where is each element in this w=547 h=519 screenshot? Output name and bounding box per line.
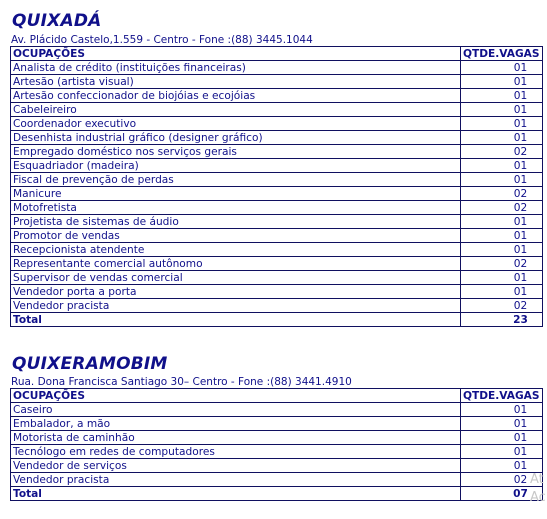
occupation-cell: Promotor de vendas: [11, 229, 461, 243]
city-title-quixada: QUIXADÁ: [12, 11, 102, 31]
occupation-cell: Vendedor porta a porta: [11, 285, 461, 299]
occupation-cell: Supervisor de vendas comercial: [11, 271, 461, 285]
qty-cell: 01: [461, 117, 543, 131]
qty-cell: 01: [461, 103, 543, 117]
total-qty: 07: [461, 487, 543, 501]
address-quixada: Av. Plácido Castelo,1.559 - Centro - Fone :(88) 3445.1044: [11, 34, 313, 46]
table-row: [11, 131, 543, 145]
table-row: [11, 229, 543, 243]
table-row: [11, 403, 543, 417]
qty-cell: 01: [461, 243, 543, 257]
qty-cell: 02: [461, 187, 543, 201]
table-header-row: [11, 47, 543, 61]
table-row: [11, 61, 543, 75]
qty-cell: 02: [461, 201, 543, 215]
qty-cell: 02: [461, 473, 543, 487]
table-row: [11, 257, 543, 271]
qty-cell: 01: [461, 431, 543, 445]
table-row: [11, 173, 543, 187]
qty-header: QTDE.VAGAS: [461, 47, 543, 61]
occupation-cell: Desenhista industrial gráfico (designer gráfico): [11, 131, 461, 145]
occupation-cell: Motorista de caminhão: [11, 431, 461, 445]
occupation-cell: Representante comercial autônomo: [11, 257, 461, 271]
occupation-cell: Motofretista: [11, 201, 461, 215]
qty-cell: 01: [461, 89, 543, 103]
qty-cell: 02: [461, 145, 543, 159]
jobs-table-quixeramobim: [10, 388, 543, 501]
qty-cell: 01: [461, 61, 543, 75]
qty-cell: 01: [461, 403, 543, 417]
watermark-line-2: Ac: [530, 490, 546, 505]
total-label: Total: [11, 487, 461, 501]
occupation-cell: Vendedor de serviços: [11, 459, 461, 473]
table-row: [11, 243, 543, 257]
table-row: [11, 215, 543, 229]
qty-cell: 02: [461, 257, 543, 271]
qty-cell: 01: [461, 159, 543, 173]
table-header-row: [11, 389, 543, 403]
occupation-cell: Manicure: [11, 187, 461, 201]
table-row: [11, 299, 543, 313]
occupation-cell: Fiscal de prevenção de perdas: [11, 173, 461, 187]
qty-cell: 01: [461, 285, 543, 299]
qty-cell: 01: [461, 417, 543, 431]
occupation-cell: Recepcionista atendente: [11, 243, 461, 257]
occupation-header: OCUPAÇÕES: [11, 389, 461, 403]
qty-cell: 01: [461, 215, 543, 229]
qty-cell: 01: [461, 173, 543, 187]
total-label: Total: [11, 313, 461, 327]
watermark-line-1: At: [530, 472, 544, 487]
occupation-cell: Vendedor pracista: [11, 473, 461, 487]
occupation-cell: Coordenador executivo: [11, 117, 461, 131]
table-row: [11, 271, 543, 285]
qty-cell: 01: [461, 229, 543, 243]
total-row: [11, 487, 543, 501]
table-row: [11, 285, 543, 299]
table-row: [11, 459, 543, 473]
table-row: [11, 117, 543, 131]
table-row: [11, 75, 543, 89]
occupation-cell: Analista de crédito (instituições financeiras): [11, 61, 461, 75]
table-row: [11, 473, 543, 487]
city-title-quixeramobim: QUIXERAMOBIM: [12, 354, 168, 374]
occupation-header: OCUPAÇÕES: [11, 47, 461, 61]
occupation-cell: Tecnólogo em redes de computadores: [11, 445, 461, 459]
table-row: [11, 445, 543, 459]
occupation-cell: Embalador, a mão: [11, 417, 461, 431]
qty-cell: 01: [461, 459, 543, 473]
occupation-cell: Esquadriador (madeira): [11, 159, 461, 173]
occupation-cell: Projetista de sistemas de áudio: [11, 215, 461, 229]
occupation-cell: Artesão (artista visual): [11, 75, 461, 89]
table-row: [11, 431, 543, 445]
qty-header: QTDE.VAGAS: [461, 389, 543, 403]
qty-cell: 01: [461, 271, 543, 285]
table-row: [11, 201, 543, 215]
table-row: [11, 187, 543, 201]
occupation-cell: Vendedor pracista: [11, 299, 461, 313]
address-quixeramobim: Rua. Dona Francisca Santiago 30– Centro - Fone :(88) 3441.4910: [11, 376, 352, 388]
jobs-table-quixada: [10, 46, 543, 327]
table-row: [11, 145, 543, 159]
table-row: [11, 417, 543, 431]
qty-cell: 01: [461, 75, 543, 89]
occupation-cell: Cabeleireiro: [11, 103, 461, 117]
qty-cell: 01: [461, 131, 543, 145]
table-row: [11, 103, 543, 117]
qty-cell: 01: [461, 445, 543, 459]
table-row: [11, 89, 543, 103]
occupation-cell: Artesão confeccionador de biojóias e ecojóias: [11, 89, 461, 103]
total-qty: 23: [461, 313, 543, 327]
table-row: [11, 159, 543, 173]
occupation-cell: Empregado doméstico nos serviços gerais: [11, 145, 461, 159]
total-row: [11, 313, 543, 327]
occupation-cell: Caseiro: [11, 403, 461, 417]
qty-cell: 02: [461, 299, 543, 313]
